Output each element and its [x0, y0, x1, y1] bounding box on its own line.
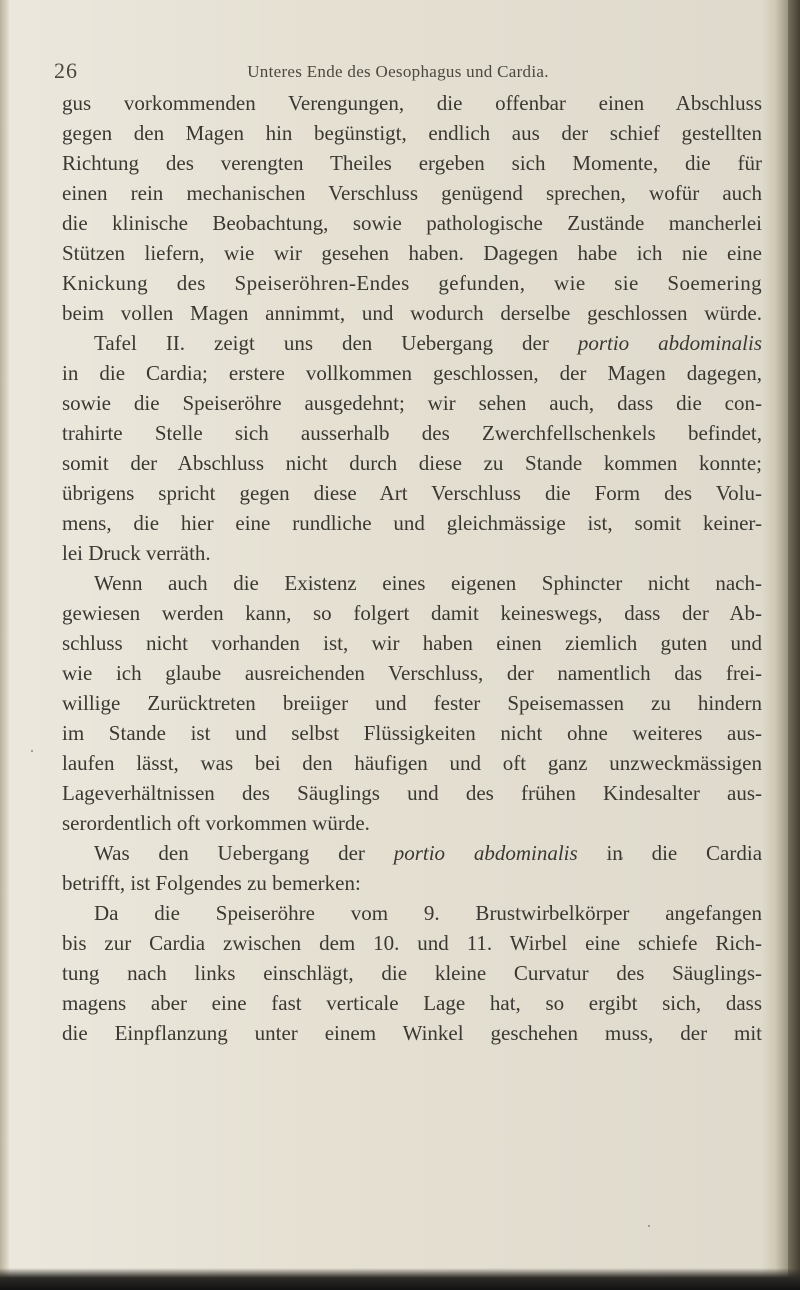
- text-line: magens aber eine fast verticale Lage hat, so ergibt sich, dass: [62, 991, 762, 1015]
- text-line: die Einpflanzung unter einem Winkel geschehen muss, der mit: [62, 1021, 762, 1045]
- text-line: betrifft, ist Folgendes zu bemerken:: [62, 871, 361, 895]
- text-line: Knickung des Speiseröhren-Endes gefunden, wie sie Soemering: [62, 271, 762, 295]
- text-line: trahirte Stelle sich ausserhalb des Zwerchfellschenkels befindet,: [62, 421, 762, 445]
- paper-speck: [648, 1225, 650, 1227]
- text-line: Was den Uebergang der portio abdominalis in die Cardia: [94, 841, 763, 865]
- text-line: gewiesen werden kann, so folgert damit keineswegs, dass der Ab-: [62, 601, 762, 625]
- text-line: im Stande ist und selbst Flüssigkeiten nicht ohne weiteres aus-: [62, 721, 762, 745]
- text-line: übrigens spricht gegen diese Art Verschluss die Form des Volu-: [62, 481, 762, 505]
- text-line: lei Druck verräth.: [62, 541, 211, 565]
- scan-bottom-edge: [0, 1268, 800, 1290]
- text-line: die klinische Beobachtung, sowie pathologische Zustände mancherlei: [62, 211, 762, 235]
- text-line: willige Zurücktreten breiiger und fester Speisemassen zu hindern: [62, 691, 762, 715]
- text-line: laufen lässt, was bei den häufigen und oft ganz unzweckmässigen: [62, 751, 762, 775]
- text-line: einen rein mechanischen Verschluss genügend sprechen, wofür auch: [62, 181, 762, 205]
- text-line: tung nach links einschlägt, die kleine Curvatur des Säuglings-: [62, 961, 762, 985]
- text-line: bis zur Cardia zwischen dem 10. und 11. Wirbel eine schiefe Rich-: [62, 931, 762, 955]
- text-line: Da die Speiseröhre vom 9. Brustwirbelkörper angefangen: [94, 901, 762, 925]
- text-line: Lageverhältnissen des Säuglings und des frühen Kindesalter aus-: [62, 781, 762, 805]
- text-line: gegen den Magen hin begünstigt, endlich aus der schief gestellten: [62, 121, 762, 145]
- page-binding-edge: [788, 0, 800, 1290]
- text-line: in die Cardia; erstere vollkommen geschlossen, der Magen dagegen,: [62, 361, 762, 385]
- text-line: Tafel II. zeigt uns den Uebergang der portio abdominalis: [94, 331, 762, 355]
- text-line: Stützen liefern, wie wir gesehen haben. Dagegen habe ich nie eine: [62, 241, 762, 265]
- emphasis-text: portio abdominalis: [393, 841, 578, 865]
- paper-speck: [31, 750, 33, 752]
- text-line: schluss nicht vorhanden ist, wir haben einen ziemlich guten und: [62, 631, 762, 655]
- emphasis-text: portio abdominalis: [577, 331, 762, 355]
- text-line: somit der Abschluss nicht durch diese zu Stande kommen konnte;: [62, 451, 762, 475]
- text-line: wie ich glaube ausreichenden Verschluss, der namentlich das frei-: [62, 661, 762, 685]
- text-line: beim vollen Magen annimmt, und wodurch derselbe geschlossen würde.: [62, 301, 762, 325]
- text-line: gus vorkommenden Verengungen, die offenbar einen Abschluss: [62, 91, 762, 115]
- page-number: 26: [54, 58, 78, 83]
- text-line: sowie die Speiseröhre ausgedehnt; wir sehen auch, dass die con-: [62, 391, 762, 415]
- text-line: serordentlich oft vorkommen würde.: [62, 811, 370, 835]
- running-title: Unteres Ende des Oesophagus und Cardia.: [247, 62, 549, 81]
- body-text: [62, 88, 762, 1048]
- page-left-edge: [0, 0, 10, 1290]
- text-line: Richtung des verengten Theiles ergeben sich Momente, die für: [62, 151, 762, 175]
- text-line: Wenn auch die Existenz eines eigenen Sphincter nicht nach-: [94, 571, 762, 595]
- page-header: [48, 58, 748, 88]
- text-line: mens, die hier eine rundliche und gleichmässige ist, somit keiner-: [62, 511, 762, 535]
